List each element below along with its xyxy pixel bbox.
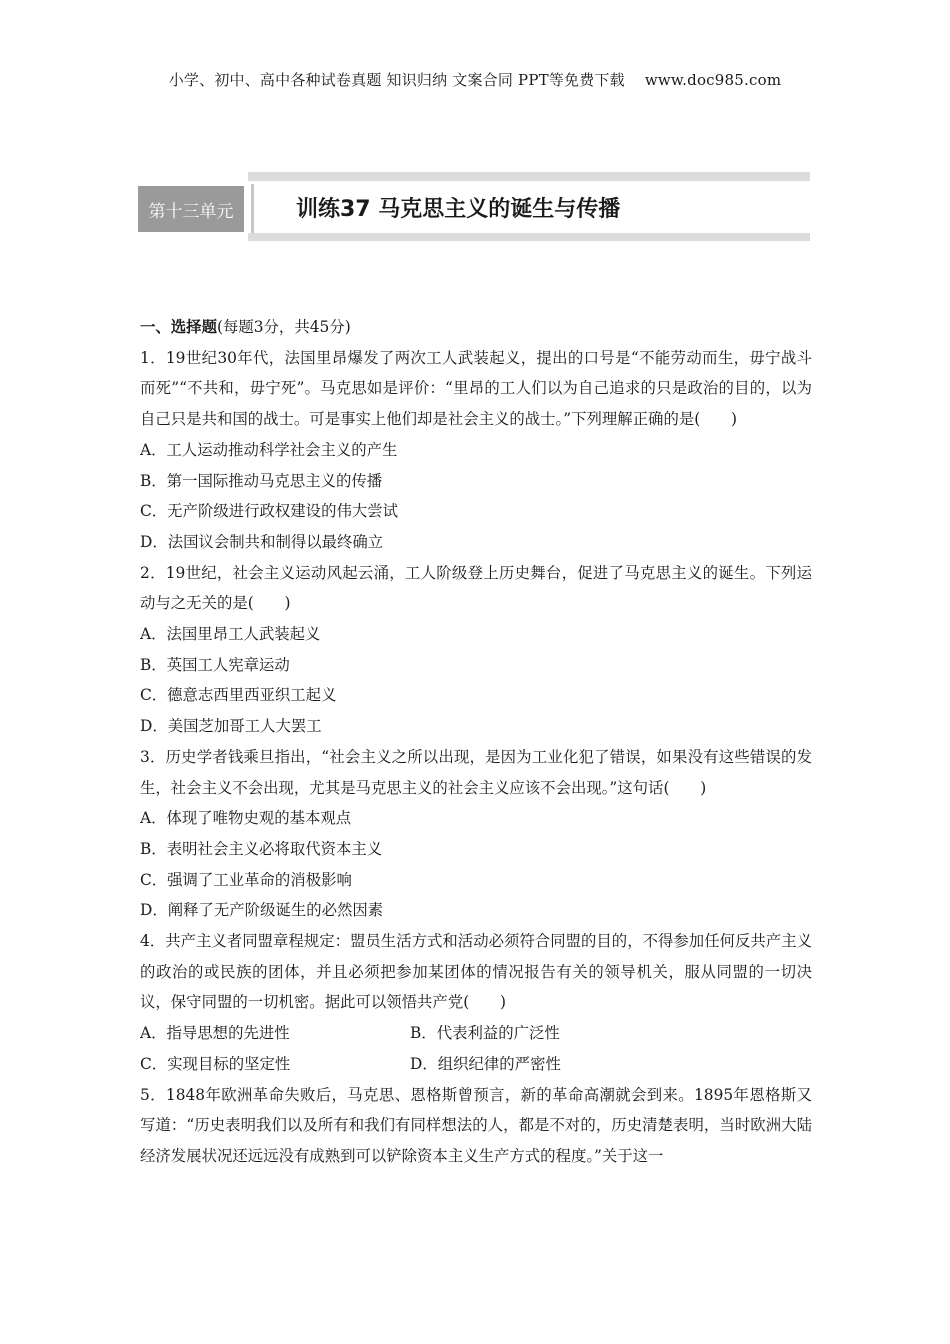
unit-badge: 第十三单元	[138, 186, 244, 232]
option-c: C．实现目标的坚定性	[140, 1054, 291, 1073]
option-row	[140, 1018, 812, 1049]
option-d: D．法国议会制共和制得以最终确立	[140, 532, 384, 551]
option-b: B．表明社会主义必将取代资本主义	[140, 839, 383, 858]
question-list	[140, 312, 812, 1172]
question-stem: 5．1848年欧洲革命失败后，马克思、恩格斯曾预言，新的革命高潮就会到来。1895年恩格斯又写道：“历史表明我们以及所有和我们有同样想法的人，都是不对的，历史清楚表明，当时欧洲大陆经济发展状况还远远没有成熟到可以铲除资本主义生产方式的程度。”关于这一	[140, 1085, 812, 1165]
option-c: C．德意志西里西亚织工起义	[140, 686, 337, 705]
option-d: D．组织纪律的严密性	[410, 1054, 561, 1073]
option-a: A．工人运动推动科学社会主义的产生	[140, 440, 398, 459]
section-heading	[140, 312, 812, 343]
page-header	[0, 69, 950, 90]
header-text: 小学、初中、高中各种试卷真题 知识归纳 文案合同 PPT等免费下载	[168, 71, 625, 89]
option-b: B．第一国际推动马克思主义的传播	[140, 471, 383, 490]
option-a: A．体现了唯物史观的基本观点	[140, 809, 352, 828]
header-site[interactable]: www.doc985.com	[644, 71, 782, 89]
section-note: (每题3分，共45分)	[216, 318, 351, 336]
banner-top-bar	[248, 172, 810, 181]
option-row	[140, 1049, 812, 1080]
option-d: D．美国芝加哥工人大罢工	[140, 717, 322, 736]
option-b: B．代表利益的广泛性	[410, 1024, 560, 1043]
option-a: A．法国里昂工人武装起义	[140, 625, 321, 644]
section-label: 一、选择题	[140, 318, 217, 336]
banner-bottom-bar	[248, 233, 810, 241]
training-title: 训练37 马克思主义的诞生与传播	[296, 197, 621, 222]
option-a: A．指导思想的先进性	[140, 1024, 290, 1043]
question-stem: 4．共产主义者同盟章程规定：盟员生活方式和活动必须符合同盟的目的，不得参加任何反共产主义的政治的或民族的团体，并且必须把参加某团体的情况报告有关的领导机关，服从同盟的一切决议，保守同盟的一切机密。据此可以领悟共产党( )	[140, 932, 812, 1012]
option-c: C．无产阶级进行政权建设的伟大尝试	[140, 502, 399, 521]
option-c: C．强调了工业革命的消极影响	[140, 870, 352, 889]
option-b: B．英国工人宪章运动	[140, 655, 290, 674]
banner-divider	[251, 184, 254, 234]
question-stem: 2．19世纪，社会主义运动风起云涌，工人阶级登上历史舞台，促进了马克思主义的诞生。下列运动与之无关的是( )	[140, 563, 812, 613]
question-stem: 3．历史学者钱乘旦指出，“社会主义之所以出现，是因为工业化犯了错误，如果没有这些错误的发生，社会主义不会出现，尤其是马克思主义的社会主义应该不会出现。”这句话( )	[140, 747, 812, 797]
option-d: D．阐释了无产阶级诞生的必然因素	[140, 901, 384, 920]
question-stem: 1．19世纪30年代，法国里昂爆发了两次工人武装起义，提出的口号是“不能劳动而生，毋宁战斗而死”“不共和，毋宁死”。马克思如是评价：“里昂的工人们以为自己追求的只是政治的目的，以为自己只是共和国的战士。可是事实上他们却是社会主义的战士。”下列理解正确的是( )	[140, 348, 812, 429]
unit-banner	[138, 172, 810, 242]
